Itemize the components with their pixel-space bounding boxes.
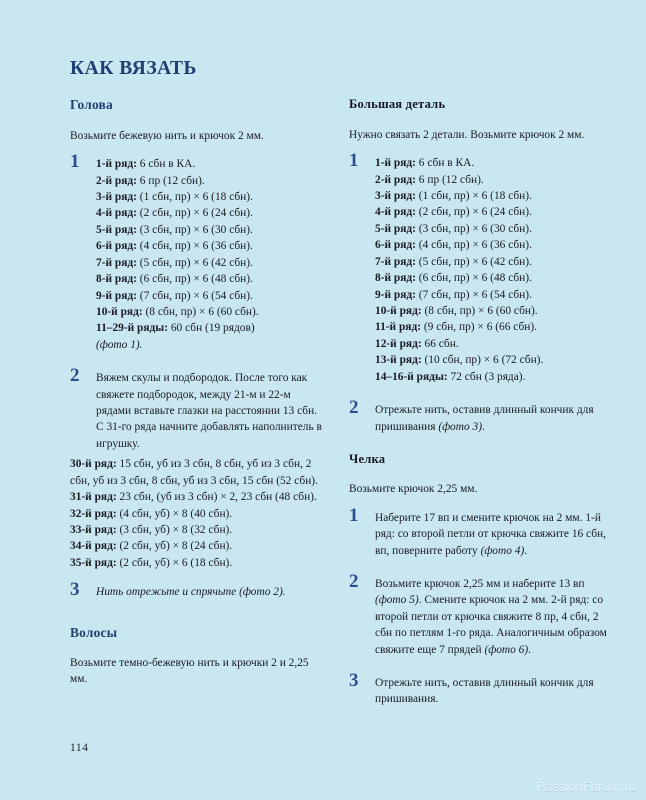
row-label: 11-й ряд: bbox=[375, 321, 422, 334]
row-label: 10-й ряд: bbox=[96, 305, 143, 318]
row-label: 5-й ряд: bbox=[96, 223, 137, 236]
row-text: со второй петли от крючка свяжите 8 пр, 4 сбн, 2 сбн по петлям 1-го ряда. Аналогичным образом свяжите еще 7 прядей (фото 6). bbox=[375, 594, 607, 656]
row-entry bbox=[70, 538, 325, 554]
row-entry bbox=[375, 188, 611, 204]
row-entry bbox=[375, 336, 611, 352]
section-heading-golova: Голова bbox=[70, 97, 113, 113]
row-label: 9-й ряд: bbox=[96, 289, 137, 302]
row-text: 72 сбн (3 ряда). bbox=[447, 370, 526, 383]
right-intro-text: Нужно связать 2 детали. Возьмите крючок 2 мм. bbox=[349, 128, 585, 141]
row-text: (5 сбн, пр) × 6 (42 сбн). bbox=[415, 255, 532, 268]
step-body bbox=[375, 510, 611, 559]
right-step-3 bbox=[349, 504, 611, 559]
row-label: 14–16-й ряды: bbox=[375, 370, 448, 383]
left-step-1 bbox=[70, 151, 325, 353]
photo-note: (фото 2) bbox=[239, 586, 283, 599]
row-text: 66 сбн. bbox=[421, 337, 459, 350]
step-number: 2 bbox=[349, 570, 359, 592]
row-label: 8-й ряд: bbox=[375, 272, 416, 285]
row-list bbox=[96, 156, 325, 337]
step-body bbox=[96, 370, 325, 452]
row-entry bbox=[96, 205, 325, 221]
right-step-5 bbox=[349, 670, 611, 708]
photo-note: (фото 3) bbox=[438, 420, 483, 433]
left-step-3 bbox=[70, 579, 325, 601]
two-column-body bbox=[70, 97, 607, 711]
row-entry bbox=[96, 156, 325, 172]
row-entry bbox=[375, 303, 611, 319]
row-text: (2 сбн, пр) × 6 (24 сбн). bbox=[415, 206, 532, 219]
section-heading-chelka: Челка bbox=[349, 451, 386, 466]
row-entry bbox=[70, 489, 325, 505]
row-label: 6-й ряд: bbox=[375, 239, 416, 252]
row-text: (2 сбн, уб) × 6 (18 сбн). bbox=[116, 556, 233, 569]
row-text: (8 сбн, пр) × 6 (60 сбн). bbox=[142, 305, 259, 318]
row-text: (6 сбн, пр) × 6 (48 сбн). bbox=[136, 273, 253, 286]
row-text: (5 сбн, пр) × 6 (42 сбн). bbox=[136, 256, 253, 269]
row-text: 6 пр (12 сбн). bbox=[136, 174, 205, 187]
row-label: 5-й ряд: bbox=[375, 222, 416, 235]
row-text: 6 сбн в КА. bbox=[136, 158, 196, 171]
right-step-1 bbox=[349, 150, 611, 385]
row-text: (2 сбн, пр) × 6 (24 сбн). bbox=[136, 207, 253, 220]
row-label: 7-й ряд: bbox=[375, 255, 416, 268]
row-entry bbox=[375, 270, 611, 286]
right-column bbox=[349, 97, 611, 711]
step-number: 3 bbox=[70, 579, 80, 601]
step-paragraph: Отрежьте нить, оставив длинный кончик для пришивания. bbox=[375, 677, 594, 706]
row-label: 3-й ряд: bbox=[375, 190, 416, 203]
row-label: 30-й ряд: bbox=[70, 458, 117, 471]
photo-note: (фото 4) bbox=[480, 544, 525, 557]
row-text: (1 сбн, пр) × 6 (18 сбн). bbox=[136, 191, 253, 203]
row-label: 9-й ряд: bbox=[375, 288, 416, 301]
photo-note: (фото 5) bbox=[375, 594, 419, 607]
row-text: 23 сбн, (уб из 3 сбн) × 2, 23 сбн (48 сбн). bbox=[116, 491, 317, 504]
row-text: (1 сбн, пр) × 6 (18 сбн). bbox=[415, 190, 532, 203]
row-label: 2-й ряд: bbox=[96, 174, 137, 187]
row-label: 1-й ряд: bbox=[96, 158, 137, 171]
photo-note: (фото 6) bbox=[484, 643, 529, 656]
row-text: (7 сбн, пр) × 6 (54 сбн). bbox=[415, 288, 532, 301]
left-intro-text: Возьмите бежевую нить и крючок 2 мм. bbox=[70, 129, 264, 142]
row-label: 11–29-й ряды: bbox=[96, 322, 168, 335]
row-text: 6 пр (12 сбн). bbox=[415, 173, 484, 186]
row-entry bbox=[375, 237, 611, 253]
row-text: (10 сбн, пр) × 6 (72 сбн). bbox=[421, 354, 544, 367]
row-label: 32-й ряд: bbox=[70, 507, 117, 520]
row-label: 3-й ряд: bbox=[96, 191, 137, 203]
step-paragraph: Вяжем скулы и подбородок. После того как свяжете подбородок, между 21-м и 22-м рядами вставьте глазки на расстоянии 13 сбн. С 31-го ряда начните добавлять наполнитель в игрушку. bbox=[96, 372, 322, 450]
row-entry bbox=[96, 173, 325, 189]
row-label: 33-й ряд: bbox=[70, 524, 117, 537]
row-label: 10-й ряд: bbox=[375, 304, 422, 317]
row-text: (6 сбн, пр) × 6 (48 сбн). bbox=[415, 272, 532, 285]
right-step-2 bbox=[349, 397, 611, 435]
step-number: 1 bbox=[349, 504, 359, 526]
section-heading-volosy: Волосы bbox=[70, 624, 118, 640]
step-text: Наберите 17 вп и смените крючок на 2 мм. bbox=[375, 511, 583, 524]
row-text: (4 сбн, уб) × 8 (40 сбн). bbox=[116, 507, 233, 520]
row-label: 1-й ряд: bbox=[375, 511, 601, 541]
row-label: 31-й ряд: bbox=[70, 491, 117, 504]
row-entry bbox=[375, 155, 611, 171]
row-entry bbox=[375, 204, 611, 220]
left-step-2 bbox=[70, 365, 325, 452]
row-label: 4-й ряд: bbox=[96, 207, 137, 220]
row-entry bbox=[96, 320, 325, 336]
row-entry bbox=[70, 506, 325, 522]
row-label: 34-й ряд: bbox=[70, 540, 117, 553]
row-entry bbox=[96, 271, 325, 287]
step-paragraph bbox=[375, 402, 611, 435]
row-label: 2-й ряд: bbox=[551, 594, 590, 607]
row-entry bbox=[70, 555, 325, 571]
row-text: (2 сбн, уб) × 8 (24 сбн). bbox=[116, 540, 233, 553]
right-step-4 bbox=[349, 570, 611, 658]
right-intro-text-2: Возьмите крючок 2,25 мм. bbox=[349, 483, 478, 496]
row-entry bbox=[375, 172, 611, 188]
step-number: 1 bbox=[70, 151, 80, 173]
step-number: 2 bbox=[70, 365, 80, 387]
row-entry bbox=[96, 304, 325, 320]
row-label: 35-й ряд: bbox=[70, 556, 117, 569]
site-watermark: PassionForum.ru bbox=[536, 780, 636, 794]
step-rows bbox=[96, 156, 325, 353]
step-body bbox=[375, 576, 611, 658]
left-column bbox=[70, 97, 325, 700]
row-entry bbox=[375, 221, 611, 237]
row-label: 8-й ряд: bbox=[96, 273, 137, 286]
row-entry bbox=[375, 352, 611, 368]
step-number: 3 bbox=[349, 670, 359, 692]
row-entry bbox=[375, 319, 611, 335]
row-list bbox=[375, 155, 611, 385]
row-entry bbox=[375, 369, 611, 385]
row-text: (3 сбн, уб) × 8 (32 сбн). bbox=[116, 524, 233, 537]
step-rows bbox=[375, 155, 611, 385]
row-label: 12-й ряд: bbox=[375, 337, 422, 350]
row-entry bbox=[70, 456, 325, 489]
left-step-2-rows bbox=[70, 456, 325, 571]
row-label: 2-й ряд: bbox=[375, 173, 416, 186]
row-text: (8 сбн, пр) × 6 (60 сбн). bbox=[421, 304, 538, 317]
row-entry bbox=[375, 287, 611, 303]
photo-note: (фото 1). bbox=[96, 338, 143, 351]
row-label: 1-й ряд: bbox=[375, 157, 416, 170]
step-text: Возьмите крючок 2,25 мм и наберите 13 вп (фото 5). Смените крючок на 2 мм. bbox=[375, 577, 585, 607]
step-text: Отрежьте нить, оставив длинный кончик для пришивания (фото 3). bbox=[375, 404, 594, 433]
left-intro-text-2: Возьмите темно-бежевую нить и крючки 2 и 2,25 мм. bbox=[70, 656, 309, 686]
row-text: (3 сбн, пр) × 6 (30 сбн). bbox=[136, 223, 253, 236]
row-text: (3 сбн, пр) × 6 (30 сбн). bbox=[415, 222, 532, 235]
row-label: 7-й ряд: bbox=[96, 256, 137, 269]
row-label: 13-й ряд: bbox=[375, 354, 422, 367]
row-entry bbox=[96, 238, 325, 254]
row-text: 15 сбн, уб из 3 сбн, 8 сбн, уб из 3 сбн, 2 сбн, уб из 3 сбн, 8 сбн, уб из 3 сбн, 15 сбн (52 сбн). bbox=[70, 458, 318, 487]
row-label: 6-й ряд: bbox=[96, 240, 137, 253]
row-text: 6 сбн в КА. bbox=[415, 157, 475, 170]
row-text: со второй петли от крючка свяжите 16 сбн, вп, поверните работу (фото 4). bbox=[375, 528, 606, 557]
row-text: (7 сбн, пр) × 6 (54 сбн). bbox=[136, 289, 253, 302]
row-entry bbox=[96, 222, 325, 238]
row-text: (4 сбн, пр) × 6 (36 сбн). bbox=[415, 239, 532, 252]
page-number: 114 bbox=[70, 742, 89, 754]
row-label: 4-й ряд: bbox=[375, 206, 416, 219]
row-entry bbox=[96, 189, 325, 205]
step-paragraph: Нить отрежьте и спрячьте (фото 2). bbox=[96, 586, 286, 599]
row-entry bbox=[96, 288, 325, 304]
step-number: 1 bbox=[349, 150, 359, 172]
step-number: 2 bbox=[349, 397, 359, 419]
section-heading-bolshaya-detal: Большая деталь bbox=[349, 97, 446, 112]
row-text: (4 сбн, пр) × 6 (36 сбн). bbox=[136, 240, 253, 253]
page-title: КАК ВЯЗАТЬ bbox=[70, 58, 197, 79]
row-text: 60 сбн (19 рядов) bbox=[168, 322, 255, 335]
row-entry bbox=[70, 522, 325, 538]
row-text: (9 сбн, пр) × 6 (66 сбн). bbox=[421, 321, 538, 334]
row-entry bbox=[375, 254, 611, 270]
row-entry bbox=[96, 255, 325, 271]
